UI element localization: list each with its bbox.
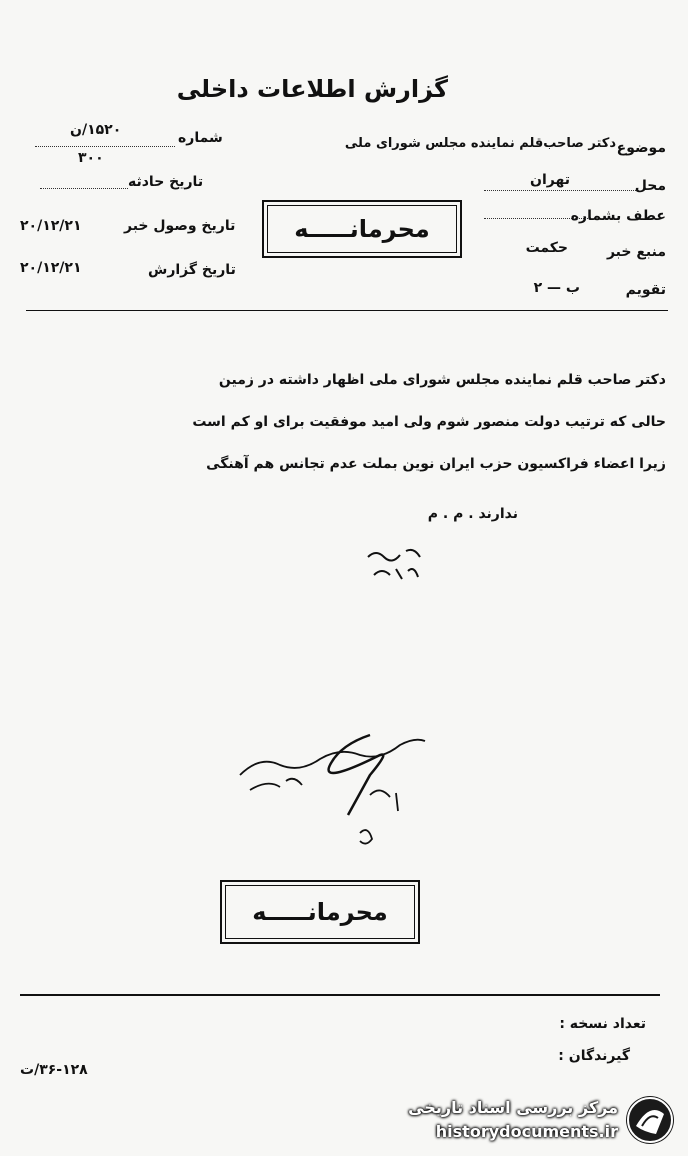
report-title: گزارش اطلاعات داخلی <box>176 75 448 103</box>
report-date-value: ۲۰/۱۲/۲۱ <box>20 260 82 276</box>
number-line <box>35 146 175 147</box>
handwritten-initials <box>360 545 430 587</box>
source-label: منبع خبر <box>606 244 666 260</box>
reference-label: عطف بشماره <box>570 208 666 224</box>
handwritten-signature <box>220 715 440 855</box>
body-line-4: ندارند . م . م <box>427 506 518 522</box>
confidential-stamp-top <box>262 200 462 258</box>
source-value: حکمت <box>525 240 568 256</box>
document-code: ۳۶-۱۲۸/ت <box>20 1062 88 1078</box>
watermark-url: historydocuments.ir <box>435 1122 618 1141</box>
archive-logo-icon <box>626 1096 674 1144</box>
watermark-logo <box>390 1090 680 1150</box>
reference-line <box>484 218 588 219</box>
place-line <box>484 190 636 191</box>
subject-value: دکتر صاحب‌قلم نماینده مجلس شورای ملی <box>344 136 616 151</box>
rating-value: ب — ۲ <box>533 280 580 296</box>
stamp-text: محرمانـــــه <box>294 215 430 243</box>
number-value-2: ۳۰۰ <box>78 150 104 166</box>
incident-date-line <box>40 188 128 189</box>
stamp-text: محرمانـــــه <box>252 898 388 926</box>
receipt-date-value: ۲۰/۱۲/۲۱ <box>20 218 82 234</box>
watermark-title: مرکز بررسی اسناد تاریخی <box>408 1098 618 1117</box>
subject-label: موضوع <box>616 140 666 156</box>
place-label: محل <box>634 178 666 194</box>
place-value: تهران <box>530 172 570 188</box>
rating-label: تقویم <box>625 282 666 298</box>
header-divider <box>26 310 668 311</box>
receipt-date-label: تاریخ وصول خبر <box>124 218 236 234</box>
confidential-stamp-bottom <box>220 880 420 944</box>
body-line-2: حالی که ترتیب دولت منصور شوم ولی امید موفقیت برای او کم است <box>192 414 666 430</box>
report-date-label: تاریخ گزارش <box>148 262 236 278</box>
footer-divider <box>20 994 660 996</box>
incident-date-label: تاریخ حادثه <box>128 174 204 190</box>
number-value: ۱۵۲۰/ن <box>70 122 122 138</box>
number-label: شماره <box>178 130 223 146</box>
copies-label: تعداد نسخه : <box>559 1016 646 1032</box>
body-line-3: زیرا اعضاء فراکسیون حزب ایران نوین بملت عدم تجانس هم آهنگی <box>206 456 666 472</box>
recipients-label: گیرندگان : <box>558 1048 630 1064</box>
body-line-1: دکتر صاحب قلم نماینده مجلس شورای ملی اظهار داشته در زمین <box>218 372 666 388</box>
